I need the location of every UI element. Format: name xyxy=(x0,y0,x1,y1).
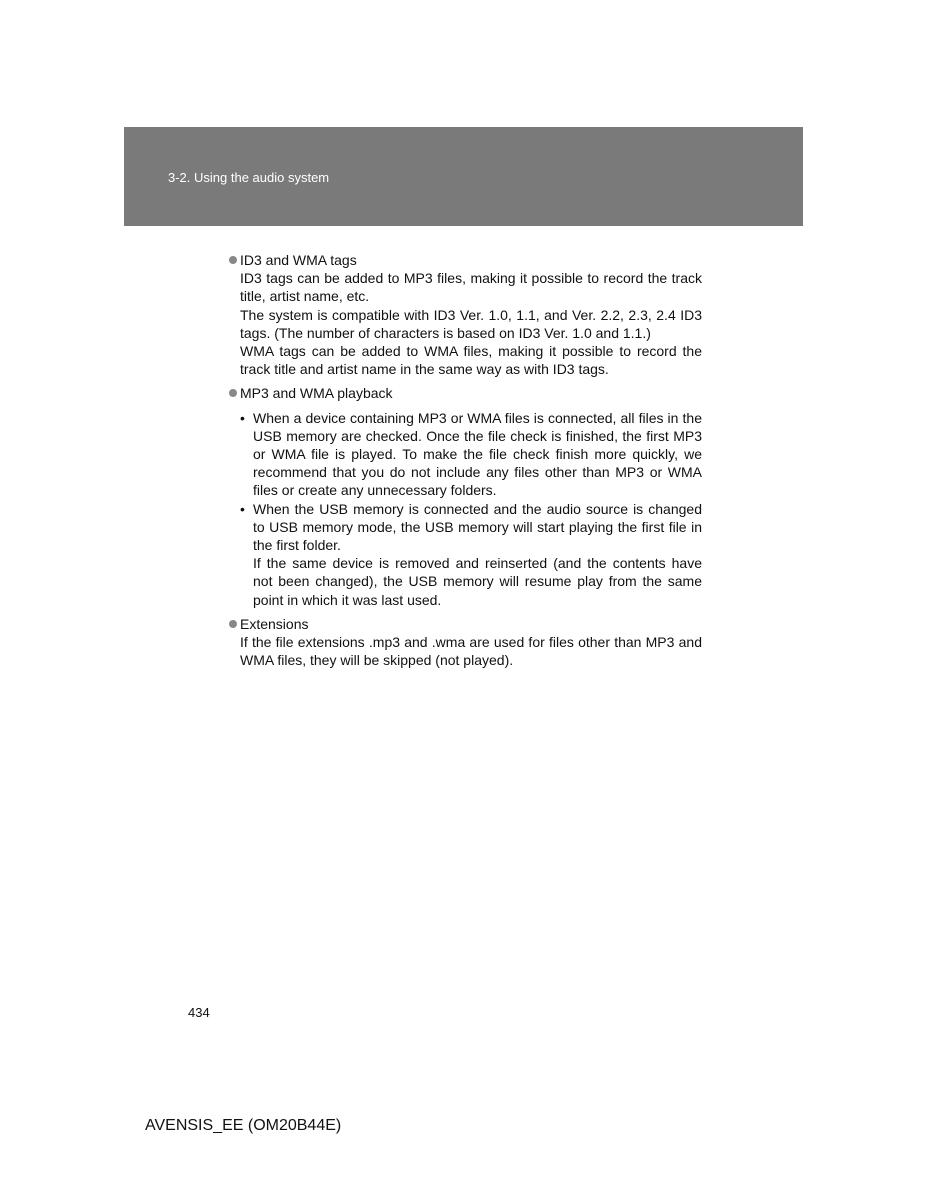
paragraph: The system is compatible with ID3 Ver. 1.0, 1.1, and Ver. 2.2, 2.3, 2.4 ID3 tags. (The number of characters is based on ID3 Ver. 1.0 and 1.1.) xyxy=(240,306,702,341)
paragraph: ID3 tags can be added to MP3 files, making it possible to record the track title, artist name, etc. xyxy=(240,270,702,305)
page-content xyxy=(228,251,702,675)
paragraph: If the file extensions .mp3 and .wma are used for files other than MP3 and WMA files, they will be skipped (not played). xyxy=(240,634,702,669)
paragraph: WMA tags can be added to WMA files, making it possible to record the track title and artist name in the same way as with ID3 tags. xyxy=(240,343,702,378)
list-item xyxy=(228,500,702,609)
list-item-text: If the same device is removed and reinserted (and the contents have not been changed), the USB memory will resume play from the same point in which it was last used. xyxy=(253,555,702,608)
list-item: • When a device containing MP3 or WMA files is connected, all files in the USB memory are checked. Once the file check is finished, the first MP3 or WMA file is played. To make the file check finish more quickly, we recommend that you do not include any files other than MP3 or WMA files or create any unnecessary folders. xyxy=(228,409,702,500)
section-heading: MP3 and WMA playback xyxy=(228,384,702,402)
section-heading: Extensions xyxy=(228,615,702,633)
section-id3-wma-tags xyxy=(228,251,702,378)
section-title: 3-2. Using the audio system xyxy=(168,170,330,185)
section-header xyxy=(124,127,803,226)
list-item-text: • When the USB memory is connected and the audio source is changed to USB memory mode, the USB memory will start playing the first file in the first folder. xyxy=(253,500,702,554)
section-heading: ID3 and WMA tags xyxy=(228,251,702,269)
page-number: 434 xyxy=(188,1005,210,1020)
footer-model: AVENSIS_EE (OM20B44E) xyxy=(145,1117,342,1134)
section-extensions xyxy=(228,615,702,670)
section-playback xyxy=(228,384,702,608)
